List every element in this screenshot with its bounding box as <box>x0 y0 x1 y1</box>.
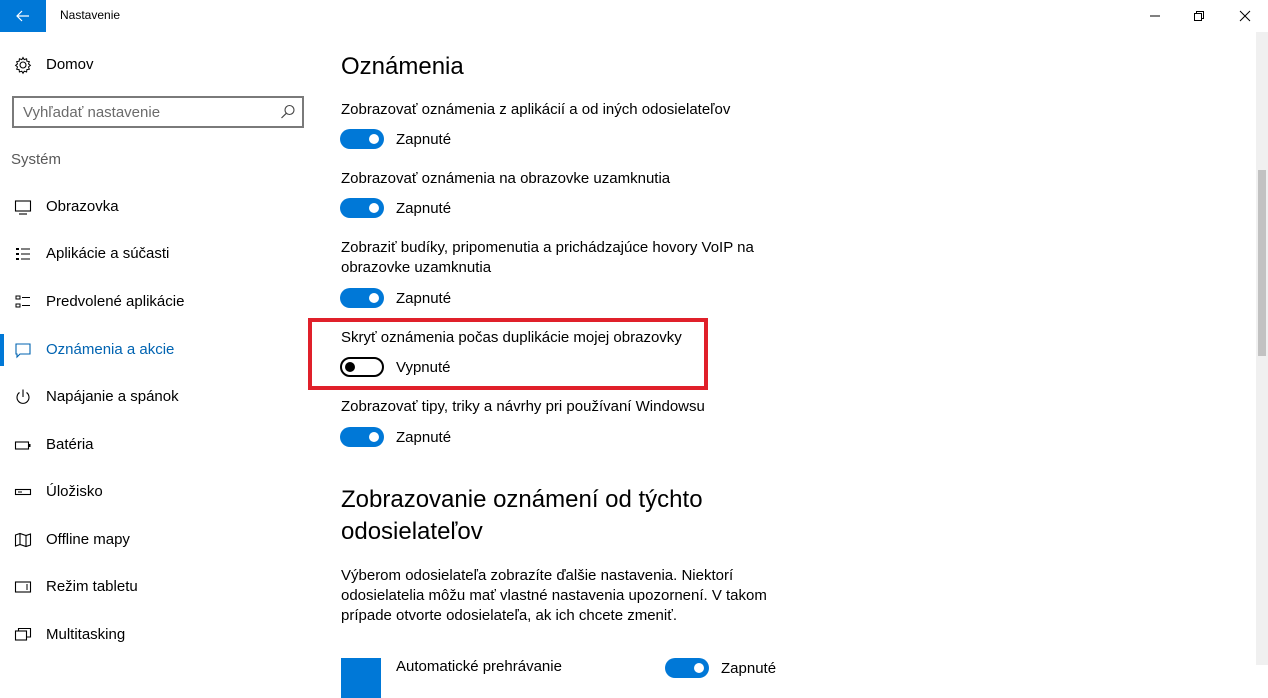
setting-label: Zobrazovať oznámenia z aplikácií a od iných odosielateľov <box>341 101 731 118</box>
toggle-switch[interactable] <box>340 427 384 447</box>
gear-icon <box>14 56 32 74</box>
toggle-hide-when-duplicating[interactable] <box>340 357 451 377</box>
sidebar-item-multitasking[interactable] <box>0 612 318 658</box>
sidebar-item-storage[interactable] <box>0 469 318 515</box>
close-button[interactable] <box>1222 0 1268 32</box>
display-icon <box>14 198 32 216</box>
toggle-state: Zapnuté <box>396 130 452 148</box>
battery-icon <box>14 436 32 454</box>
minimize-button[interactable] <box>1132 0 1178 32</box>
sidebar <box>0 32 318 665</box>
home-link[interactable] <box>0 50 318 80</box>
setting-hide-when-duplicating <box>341 328 781 348</box>
toggle-state: Zapnuté <box>396 199 452 217</box>
back-arrow-icon <box>16 10 30 22</box>
sidebar-item-label: Batéria <box>46 436 94 453</box>
toggle-state: Zapnuté <box>721 659 777 677</box>
restore-button[interactable] <box>1176 0 1222 32</box>
setting-alarms-voip <box>341 238 761 278</box>
title-bar <box>0 0 1268 32</box>
senders-description: Výberom odosielateľa zobrazíte ďalšie nastavenia. Niektorí odosielatelia môžu mať vlastné nastavenia upozornení. V takom prípade otvorte odosielateľa, ak ich chcete zmeniť. <box>341 567 767 624</box>
sidebar-item-label: Aplikácie a súčasti <box>46 245 170 262</box>
default-apps-icon <box>14 293 32 311</box>
toggle-state: Vypnuté <box>396 358 451 376</box>
multitasking-icon <box>14 626 32 644</box>
search-input[interactable] <box>14 98 276 126</box>
setting-label: Zobrazovať tipy, triky a návrhy pri používaní Windowsu <box>341 398 705 415</box>
restore-icon <box>1194 11 1204 21</box>
search-box[interactable] <box>12 96 304 128</box>
sender-app-icon <box>341 658 381 698</box>
sidebar-item-obrazovka[interactable] <box>0 184 318 230</box>
sidebar-item-offline-maps[interactable] <box>0 517 318 563</box>
toggle-switch[interactable] <box>340 129 384 149</box>
sidebar-item-notifications[interactable] <box>0 327 318 373</box>
sidebar-item-label: Režim tabletu <box>46 578 138 595</box>
close-icon <box>1239 10 1251 22</box>
toggle-state: Zapnuté <box>396 289 452 307</box>
sidebar-item-label: Obrazovka <box>46 198 119 215</box>
apps-list-icon <box>14 245 32 263</box>
sidebar-item-default-apps[interactable] <box>0 279 318 325</box>
sidebar-item-tablet-mode[interactable] <box>0 564 318 610</box>
scrollbar-thumb[interactable] <box>1258 170 1266 356</box>
sidebar-item-label: Napájanie a spánok <box>46 388 179 405</box>
page-title: Oznámenia <box>341 53 464 80</box>
toggle-switch[interactable] <box>665 658 709 678</box>
senders-heading: Zobrazovanie oznámení od týchto odosielateľov <box>341 486 703 545</box>
sender-name: Automatické prehrávanie <box>396 658 562 675</box>
setting-lock-screen-notifications <box>341 169 781 189</box>
back-button[interactable] <box>0 0 46 32</box>
sidebar-item-label: Offline mapy <box>46 531 130 548</box>
power-icon <box>14 388 32 406</box>
setting-label: Skryť oznámenia počas duplikácie mojej obrazovky <box>341 329 682 346</box>
minimize-icon <box>1150 11 1160 21</box>
toggle-lock-screen-notifications[interactable] <box>340 198 451 218</box>
main-content <box>340 32 1240 677</box>
scrollbar[interactable] <box>1256 32 1268 665</box>
active-indicator <box>0 334 4 366</box>
sidebar-item-power[interactable] <box>0 374 318 420</box>
setting-label: Zobrazovať oznámenia na obrazovke uzamknutia <box>341 170 671 187</box>
sender-row[interactable] <box>340 658 800 698</box>
toggle-switch[interactable] <box>340 288 384 308</box>
toggle-tips-tricks[interactable] <box>340 427 451 447</box>
toggle-state: Zapnuté <box>396 428 452 446</box>
home-label: Domov <box>46 56 94 73</box>
storage-icon <box>14 483 32 501</box>
sidebar-item-battery[interactable] <box>0 422 318 468</box>
sidebar-item-label: Multitasking <box>46 626 126 643</box>
section-title: Systém <box>11 151 62 168</box>
search-icon[interactable] <box>279 103 297 121</box>
sidebar-item-label: Úložisko <box>46 483 103 500</box>
toggle-app-notifications[interactable] <box>340 129 451 149</box>
sender-toggle[interactable] <box>665 658 776 678</box>
toggle-switch[interactable] <box>340 198 384 218</box>
sidebar-item-label: Predvolené aplikácie <box>46 293 185 310</box>
setting-tips-tricks <box>341 397 781 417</box>
map-icon <box>14 531 32 549</box>
notification-icon <box>14 341 32 359</box>
tablet-icon <box>14 578 32 596</box>
toggle-switch[interactable] <box>340 357 384 377</box>
setting-app-notifications <box>341 100 781 120</box>
sidebar-item-apps[interactable] <box>0 231 318 277</box>
sidebar-item-label: Oznámenia a akcie <box>46 341 175 358</box>
window-title: Nastavenie <box>60 8 121 22</box>
setting-label: Zobraziť budíky, pripomenutia a prichádzajúce hovory VoIP na obrazovke uzamknutia <box>341 239 754 276</box>
toggle-alarms-voip[interactable] <box>340 288 451 308</box>
